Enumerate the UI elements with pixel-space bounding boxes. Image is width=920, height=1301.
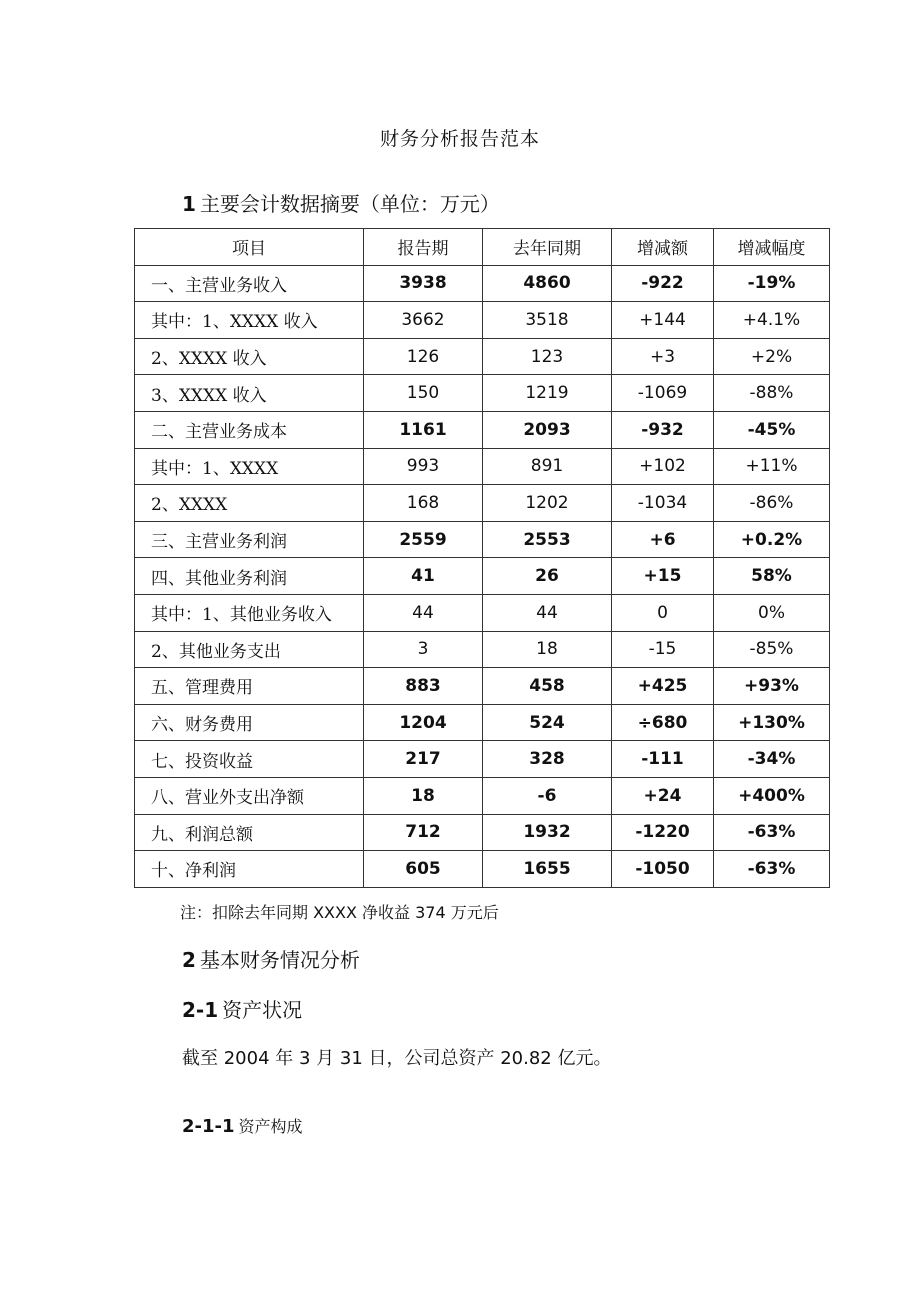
cell-current: 126 [364, 338, 483, 375]
table-row [135, 631, 830, 668]
cell-change-rate: -45% [714, 411, 830, 448]
cell-last-year: 26 [483, 558, 612, 595]
cell-change-rate: -88% [714, 375, 830, 412]
section-number: 1 [182, 192, 196, 216]
table-row [135, 668, 830, 705]
table-row [135, 741, 830, 778]
cell-change-rate: +4.1% [714, 302, 830, 339]
cell-change-rate: -63% [714, 851, 830, 888]
cell-change: -1220 [612, 814, 714, 851]
cell-change: -1069 [612, 375, 714, 412]
cell-change: -1050 [612, 851, 714, 888]
cell-current: 883 [364, 668, 483, 705]
table-row [135, 851, 830, 888]
cell-change: +3 [612, 338, 714, 375]
table-row [135, 485, 830, 522]
financial-summary-table [134, 228, 830, 888]
table-row [135, 558, 830, 595]
table-row [135, 521, 830, 558]
section-number: 2-1 [182, 998, 219, 1022]
cell-last-year: 1932 [483, 814, 612, 851]
cell-current: 41 [364, 558, 483, 595]
section-number: 2 [182, 948, 196, 972]
cell-last-year: 2093 [483, 411, 612, 448]
cell-change-rate: +93% [714, 668, 830, 705]
cell-last-year: 891 [483, 448, 612, 485]
cell-change: -922 [612, 265, 714, 302]
cell-change-rate: +400% [714, 777, 830, 814]
cell-last-year: 2553 [483, 521, 612, 558]
section-text: 主要会计数据摘要（单位：万元） [199, 192, 500, 216]
table-row [135, 448, 830, 485]
cell-current: 1204 [364, 704, 483, 741]
asset-paragraph: 截至 2004 年 3 月 31 日，公司总资产 20.82 亿元。 [182, 1048, 612, 1069]
cell-item: 二、主营业务成本 [135, 411, 364, 448]
cell-item: 四、其他业务利润 [135, 558, 364, 595]
section-heading-2 [182, 944, 360, 973]
cell-change-rate: -34% [714, 741, 830, 778]
cell-item: 2、XXXX 收入 [135, 338, 364, 375]
cell-item: 五、管理费用 [135, 668, 364, 705]
cell-item: 三、主营业务利润 [135, 521, 364, 558]
table-header-row [135, 229, 830, 266]
cell-item: 六、财务费用 [135, 704, 364, 741]
cell-item: 一、主营业务收入 [135, 265, 364, 302]
cell-current: 3662 [364, 302, 483, 339]
section-number: 2-1-1 [182, 1116, 235, 1137]
table-row [135, 814, 830, 851]
cell-current: 18 [364, 777, 483, 814]
cell-change: +6 [612, 521, 714, 558]
cell-change: 0 [612, 594, 714, 631]
cell-current: 993 [364, 448, 483, 485]
cell-change: -1034 [612, 485, 714, 522]
cell-current: 44 [364, 594, 483, 631]
cell-last-year: 123 [483, 338, 612, 375]
table-row [135, 338, 830, 375]
table-row [135, 265, 830, 302]
cell-item: 七、投资收益 [135, 741, 364, 778]
cell-change: ÷680 [612, 704, 714, 741]
cell-change: +425 [612, 668, 714, 705]
table-row [135, 411, 830, 448]
section-heading-2-1-1 [182, 1114, 303, 1137]
cell-change-rate: 58% [714, 558, 830, 595]
section-heading-1 [182, 188, 500, 217]
cell-change: +102 [612, 448, 714, 485]
section-heading-2-1 [182, 994, 302, 1023]
cell-change: -111 [612, 741, 714, 778]
table-row [135, 302, 830, 339]
cell-change-rate: +2% [714, 338, 830, 375]
cell-last-year: 328 [483, 741, 612, 778]
cell-change-rate: 0% [714, 594, 830, 631]
table-note: 注：扣除去年同期 XXXX 净收益 374 万元后 [180, 903, 499, 922]
cell-item: 其中：1、XXXX 收入 [135, 302, 364, 339]
cell-last-year: 1219 [483, 375, 612, 412]
cell-change: +144 [612, 302, 714, 339]
table-row [135, 704, 830, 741]
cell-item: 2、其他业务支出 [135, 631, 364, 668]
header-change: 增减额 [612, 229, 714, 266]
cell-change-rate: -19% [714, 265, 830, 302]
cell-change-rate: -86% [714, 485, 830, 522]
cell-change-rate: -63% [714, 814, 830, 851]
cell-last-year: 3518 [483, 302, 612, 339]
header-change-rate: 增减幅度 [714, 229, 830, 266]
cell-last-year: 458 [483, 668, 612, 705]
cell-current: 217 [364, 741, 483, 778]
cell-change-rate: +11% [714, 448, 830, 485]
cell-change-rate: +130% [714, 704, 830, 741]
cell-last-year: 4860 [483, 265, 612, 302]
cell-item: 2、XXXX [135, 485, 364, 522]
cell-change-rate: -85% [714, 631, 830, 668]
cell-last-year: 18 [483, 631, 612, 668]
cell-current: 2559 [364, 521, 483, 558]
cell-change: +15 [612, 558, 714, 595]
cell-item: 八、营业外支出净额 [135, 777, 364, 814]
cell-change: -15 [612, 631, 714, 668]
cell-last-year: 524 [483, 704, 612, 741]
header-last-year: 去年同期 [483, 229, 612, 266]
section-text: 资产构成 [238, 1117, 303, 1136]
cell-last-year: -6 [483, 777, 612, 814]
cell-current: 150 [364, 375, 483, 412]
cell-item: 九、利润总额 [135, 814, 364, 851]
cell-change: +24 [612, 777, 714, 814]
table-row [135, 375, 830, 412]
cell-current: 712 [364, 814, 483, 851]
section-text: 基本财务情况分析 [199, 948, 360, 972]
cell-current: 1161 [364, 411, 483, 448]
cell-current: 168 [364, 485, 483, 522]
cell-last-year: 44 [483, 594, 612, 631]
cell-current: 605 [364, 851, 483, 888]
cell-item: 其中：1、其他业务收入 [135, 594, 364, 631]
cell-change: -932 [612, 411, 714, 448]
section-text: 资产状况 [222, 998, 303, 1022]
cell-current: 3 [364, 631, 483, 668]
cell-item: 3、XXXX 收入 [135, 375, 364, 412]
table-row [135, 594, 830, 631]
header-item: 项目 [135, 229, 364, 266]
cell-change-rate: +0.2% [714, 521, 830, 558]
header-current: 报告期 [364, 229, 483, 266]
cell-current: 3938 [364, 265, 483, 302]
cell-item: 十、净利润 [135, 851, 364, 888]
cell-last-year: 1202 [483, 485, 612, 522]
cell-item: 其中：1、XXXX [135, 448, 364, 485]
table-row [135, 777, 830, 814]
cell-last-year: 1655 [483, 851, 612, 888]
page-title: 财务分析报告范本 [379, 128, 540, 150]
